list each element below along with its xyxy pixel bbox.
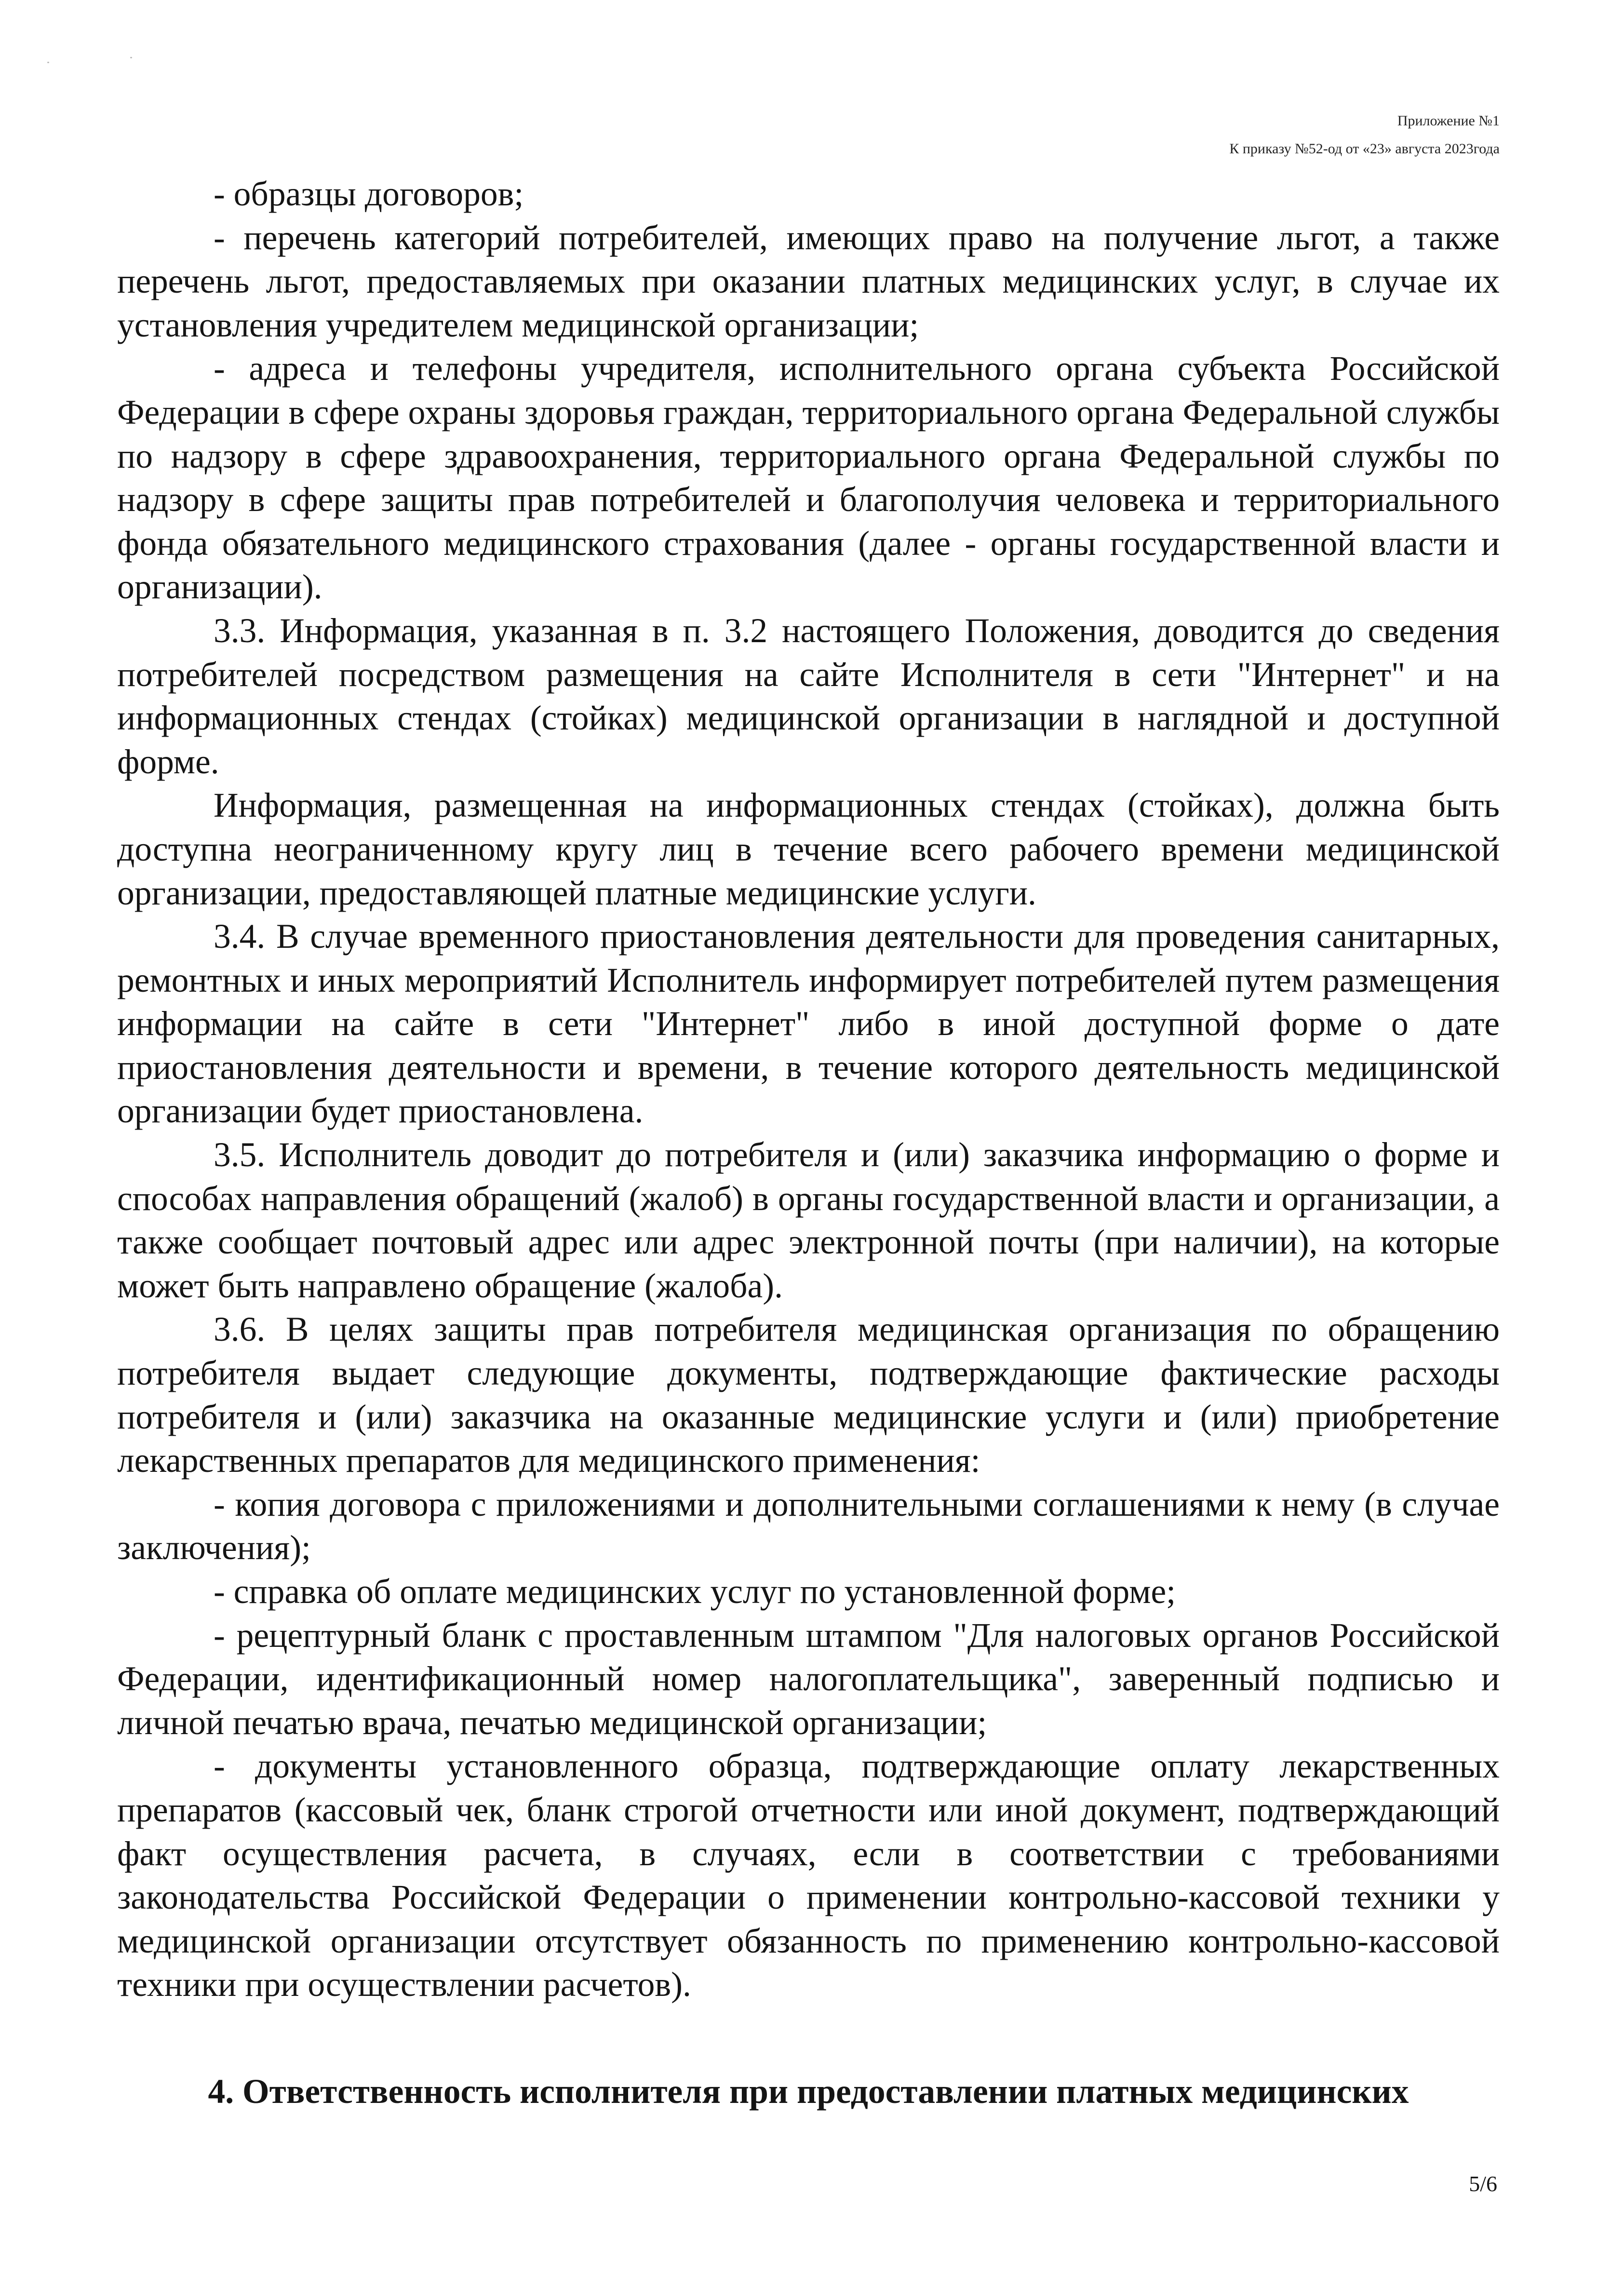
- scan-speck: [130, 57, 132, 58]
- paragraph: - документы установленного образца, подтверждающие оплату лекарственных препаратов (кассовый чек, бланк строгой отчетности или иной документ, подтверждающий факт осуществления расчета, в случаях, если в соответствии с требованиями законодательства Российской Федерации о применении контрольно-кассовой техники у медицинской организации отсутствует обязанность по применению контрольно-кассовой техники при осуществлении расчетов).: [117, 1747, 1500, 2004]
- page-number: 5/6: [1469, 2171, 1497, 2196]
- paragraph: 3.6. В целях защиты прав потребителя медицинская организация по обращению потребителя выдает следующие документы, подтверждающие фактические расходы потребителя и (или) заказчика на оказанные медицинские услуги и (или) приобретение лекарственных препаратов для медицинского применения:: [117, 1310, 1500, 1480]
- scan-speck: [47, 62, 49, 63]
- order-reference: К приказу №52-од от «23» августа 2023года: [1229, 141, 1500, 157]
- appendix-label: Приложение №1: [1397, 113, 1500, 129]
- paragraph: - рецептурный бланк с проставленным штампом "Для налоговых органов Российской Федерации, идентификационный номер налогоплательщика", заверенный подписью и личной печатью врача, печатью медицинской организации;: [117, 1616, 1500, 1742]
- paragraph: - перечень категорий потребителей, имеющих право на получение льгот, а также перечень льгот, предоставляемых при оказании платных медицинских услуг, в случае их установления учредителем медицинской организации;: [117, 218, 1500, 344]
- paragraph: - адреса и телефоны учредителя, исполнительного органа субъекта Российской Федерации в сфере охраны здоровья граждан, территориального органа Федеральной службы по надзору в сфере здравоохранения, территориального органа Федеральной службы по надзору в сфере защиты прав потребителей и благополучия человека и территориального фонда обязательного медицинского страхования (далее - органы государственной власти и организации).: [117, 350, 1500, 606]
- paragraph: - образцы договоров;: [214, 175, 524, 213]
- paragraph: - справка об оплате медицинских услуг по установленной форме;: [214, 1573, 1176, 1611]
- paragraph: Информация, размещенная на информационных стендах (стойках), должна быть доступна неограниченному кругу лиц в течение всего рабочего времени медицинской организации, предоставляющей платные медицинские услуги.: [117, 786, 1500, 912]
- document-body: [117, 173, 1500, 2007]
- paragraph: 3.3. Информация, указанная в п. 3.2 настоящего Положения, доводится до сведения потребителей посредством размещения на сайте Исполнителя в сети "Интернет" и на информационных стендах (стойках) медицинской организации в наглядной и доступной форме.: [117, 611, 1500, 781]
- paragraph: 3.4. В случае временного приостановления деятельности для проведения санитарных, ремонтных и иных мероприятий Исполнитель информирует потребителей путем размещения информации на сайте в сети "Интернет" либо в иной доступной форме о дате приостановления деятельности и времени, в течение которого деятельность медицинской организации будет приостановлена.: [117, 917, 1500, 1131]
- paragraph: 3.5. Исполнитель доводит до потребителя и (или) заказчика информацию о форме и способах направления обращений (жалоб) в органы государственной власти и организации, а также сообщает почтовый адрес или адрес электронной почты (при наличии), на которые может быть направлено обращение (жалоба).: [117, 1136, 1500, 1305]
- section-heading: 4. Ответственность исполнителя при предоставлении платных медицинских: [208, 2073, 1409, 2111]
- appendix-header: [1229, 107, 1500, 163]
- paragraph: - копия договора с приложениями и дополнительными соглашениями к нему (в случае заключения);: [117, 1485, 1500, 1567]
